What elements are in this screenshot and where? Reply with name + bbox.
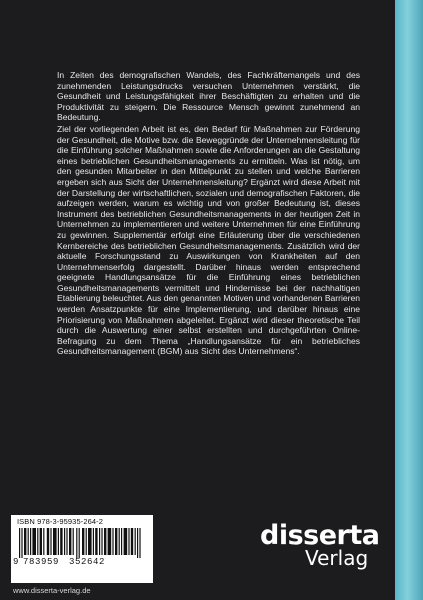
logo-text-verlag: Verlag — [305, 546, 369, 570]
blurb-paragraph-2: Ziel der vorliegenden Arbeit ist es, den Bedarf für Maßnahmen zur Förderung der Gesundheit, die Motive bzw. die Beweggründe der Unternehmensleitung für die Einführung solcher Maßnahmen sowie die Anforderungen an die Gestaltung eines betrieblichen Gesundheitsmanagements zu ermitteln. Was ist nötig, um den gesunden Mitarbeiter in den Mittelpunkt zu stellen und welche Barrieren ergeben sich aus Sicht der Unternehmensleitung? Ergänzt wird diese Arbeit mit der Darstellung der wirtschaftlichen, sozialen und demografischen Faktoren, die aufzeigen werden, warum es wichtig und von großer Bedeutung ist, dieses Instrument des betrieblichen Gesundheitsmanagements in der heutigen Zeit in Unternehmen zu implementieren und weitere Unternehmen für eine Einführung zu gewinnen. Supplementär erfolgt eine Erläuterung über die verschiedenen Kernbereiche des betrieblichen Gesundheitsmanagements. Zusätzlich wird der aktuelle Forschungsstand zu Auswirkungen von Krankheiten auf den Unternehmenserfolg dargestellt. Darüber hinaus werden entsprechend geeignete Handlungsansätze für die Einführung eines betrieblichen Gesundheitsmanagements vermittelt und Hindernisse bei der nachhaltigen Etablierung beleuchtet. Aus den genannten Motiven und vorhandenen Barrieren werden Ansatzpunkte für eine Implementierung, und darüber hinaus eine Priorisierung von Maßnahmen abgeleitet. Ergänzt wird dieser theoretische Teil durch die Auswertung einer selbst erstellten und durchgeführten Online-Befragung zu dem Thema „Handlungsansätze für ein betriebliches Gesundheitsmanagement (BGM) aus Sicht des Unternehmens“. — [57, 123, 360, 357]
barcode-digits-right: 352642 — [69, 557, 106, 567]
spine-stripe — [395, 0, 423, 600]
barcode-digit-prefix: 9 — [13, 557, 20, 567]
barcode-icon — [19, 528, 145, 558]
barcode-digits-left: 783959 — [23, 557, 60, 567]
publisher-logo — [260, 520, 380, 570]
barcode-digits — [13, 557, 105, 567]
publisher-website: www.disserta-verlag.de — [13, 586, 91, 595]
back-cover-blurb — [57, 70, 360, 358]
logo-text-disserta: disserta — [260, 520, 380, 551]
blurb-paragraph-1: In Zeiten des demografischen Wandels, des Fachkräftemangels und des zunehmenden Leistungsdrucks versuchen Unternehmen verstärkt, die Gesundheit und Leistungsfähigkeit ihrer Beschäftigten zu erhalten und die Produktivität zu steigern. Die Ressource Mensch gewinnt zunehmend an Bedeutung. — [57, 70, 360, 123]
isbn-number: ISBN 978-3-95935-264-2 — [17, 517, 104, 526]
isbn-barcode-box — [11, 515, 153, 583]
